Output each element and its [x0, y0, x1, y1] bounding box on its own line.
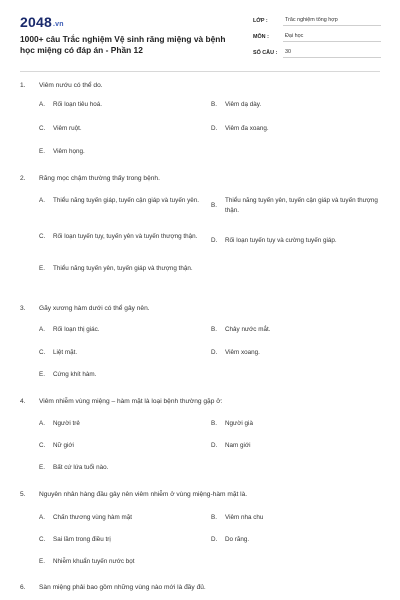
logo-text: 2048: [20, 14, 52, 30]
option-text: Rối loạn tuyến tụy, tuyến yên và tuyến thượng thận.: [53, 233, 198, 240]
option-5d[interactable]: [211, 535, 381, 545]
option-5b[interactable]: [211, 513, 381, 523]
option-letter: E.: [39, 148, 45, 155]
option-letter: C.: [39, 233, 46, 240]
option-text: Người trẻ: [53, 420, 80, 427]
option-text: Liệt mặt.: [53, 349, 78, 356]
question-stem: [20, 305, 382, 312]
question-number: 2.: [20, 175, 26, 182]
option-3c[interactable]: [39, 348, 199, 358]
option-3d[interactable]: [211, 348, 381, 358]
question-number: 1.: [20, 82, 26, 89]
meta-subject-value: Đại học: [283, 33, 381, 42]
option-letter: A.: [39, 197, 45, 204]
option-text: Viêm nha chu: [225, 514, 264, 521]
option-text: Rối loạn thị giác.: [53, 326, 100, 333]
question-stem: [20, 175, 382, 182]
question-stem: [20, 491, 382, 498]
option-letter: E.: [39, 265, 45, 272]
option-letter: D.: [211, 536, 218, 543]
option-3e[interactable]: [39, 370, 199, 380]
option-text: Sai lầm trong điều trị: [53, 536, 111, 543]
option-letter: E.: [39, 464, 45, 471]
option-2b[interactable]: [211, 196, 381, 216]
question-number: 6.: [20, 584, 26, 591]
option-letter: D.: [211, 237, 218, 244]
question-text: Viêm nhiễm vùng miệng – hàm mặt là loại bệnh thường gặp ở:: [39, 398, 223, 405]
option-letter: B.: [211, 420, 217, 427]
option-letter: C.: [39, 442, 46, 449]
option-letter: D.: [211, 349, 218, 356]
question-stem: [20, 82, 382, 89]
question-stem: [20, 584, 382, 591]
meta-count-label: SỐ CÂU :: [253, 50, 278, 56]
option-5a[interactable]: [39, 513, 199, 523]
option-letter: D.: [211, 125, 218, 132]
option-text: Bất cứ lứa tuổi nào.: [53, 464, 109, 471]
option-text: Viêm đa xoang.: [225, 125, 269, 132]
question-text: Sàn miệng phải bao gồm những vùng nào mới là đầy đủ.: [39, 584, 206, 591]
option-4e[interactable]: [39, 463, 199, 473]
option-letter: D.: [211, 442, 218, 449]
option-text: Nhiễm khuẩn tuyến nước bọt: [53, 558, 135, 565]
meta-subject-row: [253, 28, 381, 42]
option-1d[interactable]: [211, 124, 381, 134]
option-text: Cứng khít hàm.: [53, 371, 97, 378]
option-text: Thiểu năng tuyến giáp, tuyến cận giáp và tuyến yên.: [53, 197, 199, 204]
question-6: [20, 584, 382, 591]
logo-domain: .vn: [52, 21, 64, 28]
option-text: Thiểu năng tuyến yên, tuyến giáp và thượng thận.: [53, 265, 193, 272]
option-text: Viêm họng.: [53, 148, 85, 155]
option-letter: B.: [211, 201, 217, 209]
meta-class-label: LỚP :: [253, 18, 268, 24]
option-text: Chảy nước mắt.: [225, 326, 271, 333]
option-4d[interactable]: [211, 441, 381, 451]
option-letter: A.: [39, 326, 45, 333]
meta-class-row: [253, 12, 381, 26]
meta-count-row: [253, 44, 381, 58]
option-text: Nữ giới: [53, 442, 74, 449]
option-2e[interactable]: [39, 264, 204, 274]
option-text: Người già: [225, 420, 253, 427]
question-text: Răng mọc chậm thường thấy trong bệnh.: [39, 175, 160, 182]
option-text: Rối loạn tuyến tụy và cường tuyến giáp.: [225, 237, 337, 244]
option-letter: E.: [39, 558, 45, 565]
question-text: Gãy xương hàm dưới có thể gây nên.: [39, 305, 150, 312]
site-logo[interactable]: [20, 14, 64, 30]
option-1c[interactable]: [39, 124, 199, 134]
question-number: 4.: [20, 398, 26, 405]
option-letter: A.: [39, 514, 45, 521]
option-1b[interactable]: [211, 100, 381, 110]
option-1e[interactable]: [39, 147, 199, 157]
question-2: [20, 175, 382, 182]
question-stem: [20, 398, 382, 405]
option-text: Thiểu năng tuyến yên, tuyến cận giáp và tuyến thượng thận.: [225, 197, 378, 214]
meta-subject-label: MÔN :: [253, 34, 269, 40]
option-3b[interactable]: [211, 325, 381, 335]
page-header: [0, 0, 400, 70]
option-text: Viêm dạ dày.: [225, 101, 262, 108]
option-letter: B.: [211, 101, 217, 108]
question-4: [20, 398, 382, 405]
option-3a[interactable]: [39, 325, 199, 335]
document-title: 1000+ câu Trắc nghiệm Vệ sinh răng miệng và bệnh học miệng có đáp án - Phần 12: [20, 34, 226, 55]
option-text: Rối loạn tiêu hoá.: [53, 101, 103, 108]
option-text: Nam giới: [225, 442, 251, 449]
option-letter: A.: [39, 101, 45, 108]
option-4b[interactable]: [211, 419, 381, 429]
option-text: Viêm xoang.: [225, 349, 260, 356]
meta-count-value: 30: [283, 49, 381, 58]
meta-class-value: Trắc nghiệm tổng hợp: [283, 17, 381, 26]
option-4a[interactable]: [39, 419, 199, 429]
document-meta: [253, 12, 381, 60]
question-number: 3.: [20, 305, 26, 312]
question-number: 5.: [20, 491, 26, 498]
option-letter: B.: [211, 514, 217, 521]
option-4c[interactable]: [39, 441, 199, 451]
header-divider: [20, 71, 380, 72]
option-2a[interactable]: [39, 196, 204, 206]
option-letter: B.: [211, 326, 217, 333]
option-text: Do răng.: [225, 536, 250, 543]
option-text: Chấn thương vùng hàm mặt: [53, 514, 133, 521]
option-2d[interactable]: [211, 236, 383, 246]
option-letter: C.: [39, 536, 46, 543]
question-text: Nguyên nhân hàng đầu gây nên viêm nhiễm ở vùng miệng-hàm mặt là.: [39, 491, 248, 498]
option-5e[interactable]: [39, 557, 199, 567]
option-letter: C.: [39, 349, 46, 356]
option-letter: C.: [39, 125, 46, 132]
question-5: [20, 491, 382, 498]
option-text: Viêm ruột.: [53, 125, 82, 132]
option-1a[interactable]: [39, 100, 199, 110]
option-letter: E.: [39, 371, 45, 378]
option-2c[interactable]: [39, 232, 204, 242]
option-5c[interactable]: [39, 535, 199, 545]
question-1: [20, 82, 382, 89]
question-3: [20, 305, 382, 312]
option-letter: A.: [39, 420, 45, 427]
question-text: Viêm nướu có thể do.: [39, 82, 103, 89]
